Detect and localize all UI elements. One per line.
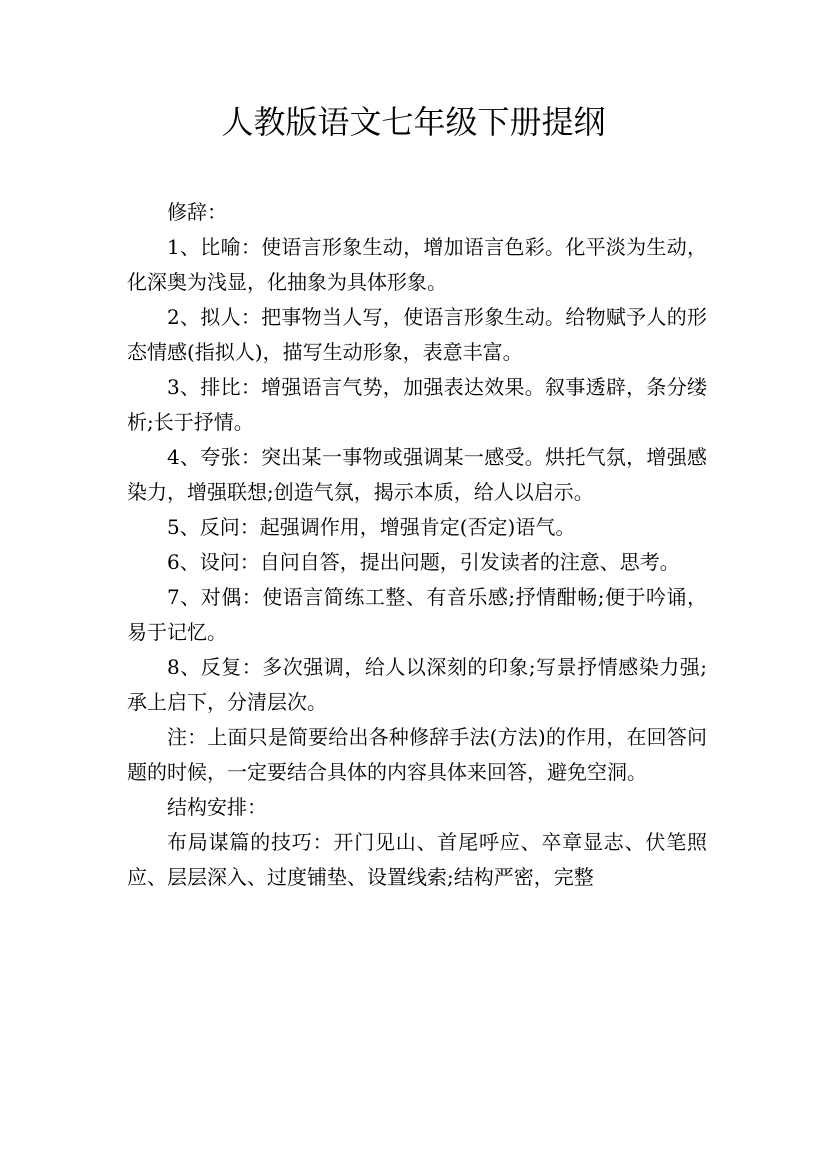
paragraph-rhetoric-heading: 修辞： [167,200,227,224]
document-body [127,195,707,895]
paragraph-self-question: 6、设问：自问自答，提出问题，引发读者的注意、思考。 [167,550,680,574]
paragraph-parallelism: 3、排比：增强语言气势，加强表达效果。叙事透辟，条分缕析;长于抒情。 [127,375,707,434]
paragraph-note: 注：上面只是简要给出各种修辞手法(方法)的作用，在回答问题的时候，一定要结合具体的内容具体来回答，避免空洞。 [127,725,707,784]
paragraph-antithesis: 7、对偶：使语言简练工整、有音乐感;抒情酣畅;便于吟诵，易于记忆。 [127,585,707,644]
paragraph-layout-techniques: 布局谋篇的技巧：开门见山、首尾呼应、卒章显志、伏笔照应、层层深入、过度铺垫、设置线索;结构严密，完整 [127,830,707,889]
paragraph-metaphor: 1、比喻：使语言形象生动，增加语言色彩。化平淡为生动，化深奥为浅显，化抽象为具体形象。 [127,235,707,294]
paragraph-rhetorical-question: 5、反问：起强调作用，增强肯定(否定)语气。 [167,515,576,539]
paragraph-hyperbole: 4、夸张：突出某一事物或强调某一感受。烘托气氛，增强感染力，增强联想;创造气氛，揭示本质，给人以启示。 [127,445,707,504]
paragraph-repetition: 8、反复：多次强调，给人以深刻的印象;写景抒情感染力强;承上启下，分清层次。 [127,655,707,714]
page-title: 人教版语文七年级下册提纲 [221,103,606,141]
paragraph-personification: 2、拟人：把事物当人写，使语言形象生动。给物赋予人的形态情感(指拟人)，描写生动形象，表意丰富。 [127,305,707,364]
paragraph-structure-heading: 结构安排： [167,795,267,819]
